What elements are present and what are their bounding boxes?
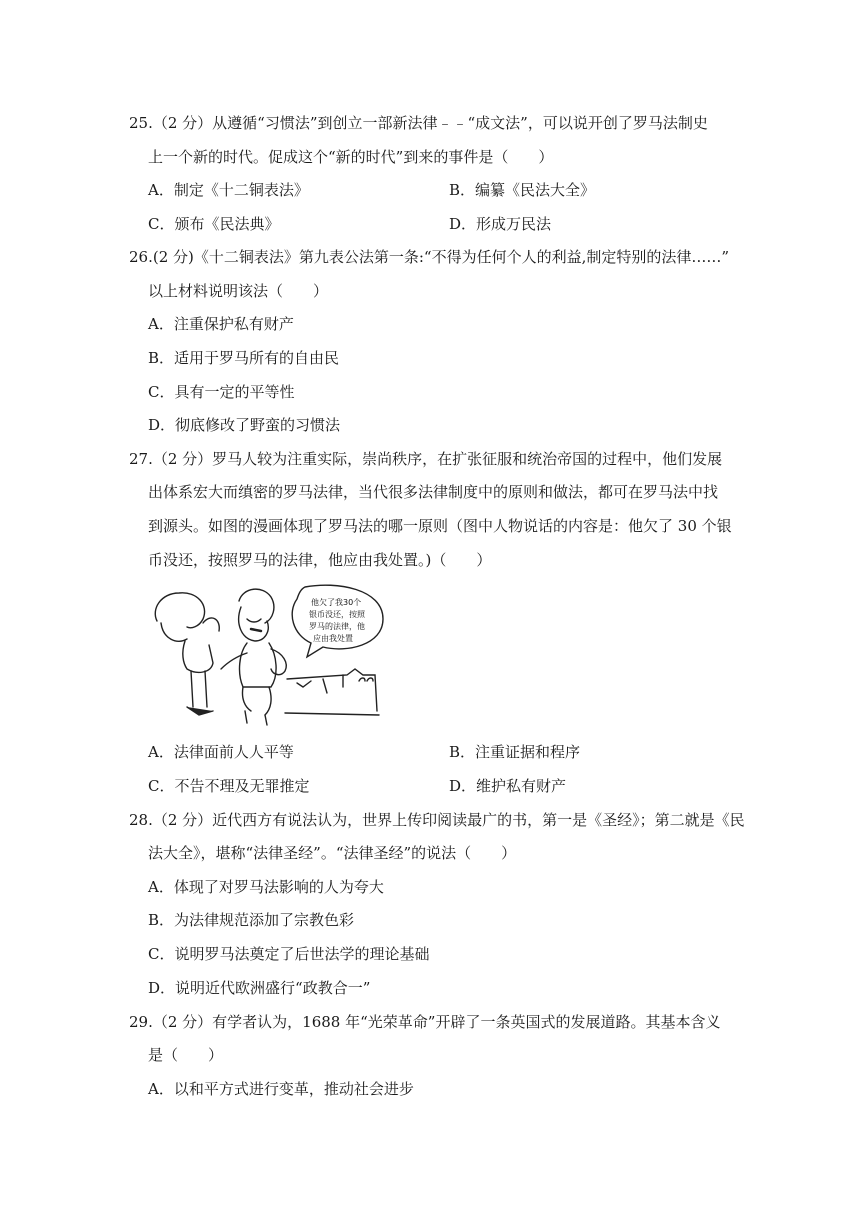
option-c: C．说明罗马法奠定了后世法学的理论基础 (148, 945, 430, 963)
option-a: A．体现了对罗马法影响的人为夸大 (148, 878, 384, 896)
option-b: B．为法律规范添加了宗教色彩 (148, 911, 355, 929)
question-number: 28. (129, 811, 153, 829)
option-c: C．颁布《民法典》 (148, 215, 280, 233)
option-c: C．具有一定的平等性 (148, 383, 295, 401)
question-number: 25. (129, 114, 153, 132)
question-number: 29. (129, 1013, 153, 1031)
question-27-line-4: 币没还，按照罗马的法律，他应由我处置。)（ ） (148, 551, 492, 569)
roman-law-cartoon (147, 583, 393, 733)
option-d: D．维护私有财产 (449, 777, 567, 795)
option-b: B．适用于罗马所有的自由民 (148, 349, 340, 367)
option-a: A．制定《十二铜表法》 (148, 181, 309, 199)
option-b: B．注重证据和程序 (449, 743, 581, 761)
option-b: B．编纂《民法大全》 (449, 181, 596, 199)
option-a: A．以和平方式进行变革，推动社会进步 (148, 1080, 414, 1098)
option-d: D．彻底修改了野蛮的习惯法 (148, 416, 341, 434)
bubble-text-line-3: 罗马的法律，他 (309, 622, 365, 631)
question-26-line-1: 26.(2 分)《十二铜表法》第九表公法第一条:“不得为任何个人的利益,制定特别的法律……” (129, 248, 730, 266)
option-a: A．法律面前人人平等 (148, 743, 294, 761)
question-26-line-2: 以上材料说明该法（ ） (148, 282, 329, 300)
question-27-line-2: 出体系宏大而缜密的罗马法律，当代很多法律制度中的原则和做法，都可在罗马法中找 (148, 483, 719, 501)
question-number: 27. (129, 450, 153, 468)
question-28-line-2: 法大全》，堪称“法律圣经”。“法律圣经”的说法（ ） (148, 844, 517, 862)
question-29-line-1: 29.（2 分）有学者认为，1688 年“光荣革命”开辟了一条英国式的发展道路。其基本含义 (129, 1013, 721, 1031)
option-c: C．不告不理及无罪推定 (148, 777, 310, 795)
question-25-line-1: 25.（2 分）从遵循“习惯法”到创立一部新法律﹣﹣“成文法”，可以说开创了罗马法制史 (129, 114, 708, 132)
question-number: 26. (129, 248, 153, 266)
question-29-line-2: 是（ ） (148, 1046, 224, 1064)
option-d: D．说明近代欧洲盛行“政教合一” (148, 979, 371, 997)
question-27-line-3: 到源头。如图的漫画体现了罗马法的哪一原则（图中人物说话的内容是：他欠了 30 个银 (148, 517, 732, 535)
question-28-line-1: 28.（2 分）近代西方有说法认为，世界上传印阅读最广的书，第一是《圣经》；第二就是《民 (129, 811, 745, 829)
question-25-line-2: 上一个新的时代。促成这个“新的时代”到来的事件是（ ） (148, 148, 554, 166)
bubble-text-line-2: 银币没还，按照 (309, 610, 365, 619)
question-27-line-1: 27.（2 分）罗马人较为注重实际，崇尚秩序，在扩张征服和统治帝国的过程中，他们发展 (129, 450, 723, 468)
option-a: A．注重保护私有财产 (148, 315, 294, 333)
bubble-text-line-4: 应由我处置 (313, 634, 353, 643)
option-d: D．形成万民法 (449, 215, 552, 233)
bubble-text-line-1: 他欠了我30个 (311, 598, 362, 607)
